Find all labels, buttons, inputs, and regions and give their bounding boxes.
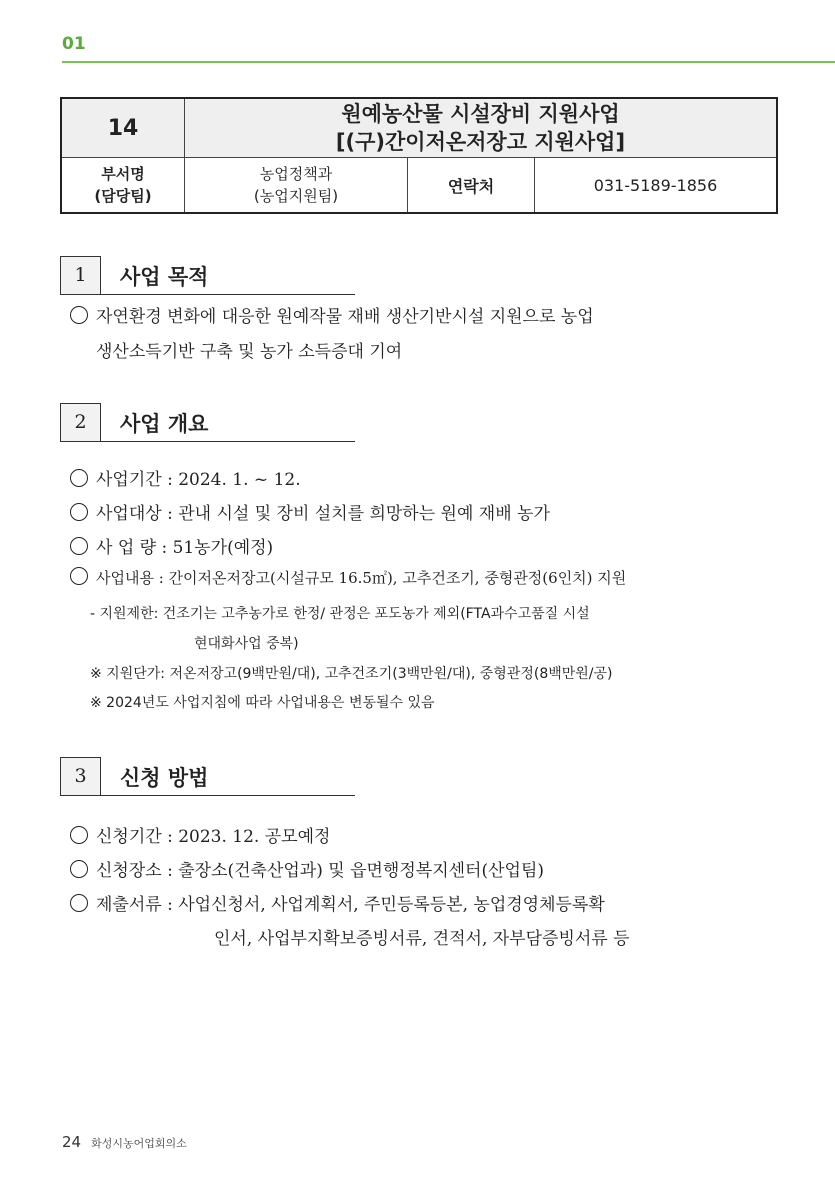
apply-period-text: 신청기간 : 2023. 12. 공모예정 <box>96 827 331 847</box>
project-title-line2: [(구)간이저온저장고 지원사업] <box>335 130 626 154</box>
overview-period-text: 사업기간 : 2024. 1. ~ 12. <box>96 470 301 490</box>
overview-quantity <box>70 533 273 558</box>
overview-quantity-text: 사 업 량 : 51농가(예정) <box>96 538 274 558</box>
dept-label <box>61 158 185 214</box>
project-info-table <box>60 97 778 214</box>
contact-label: 연락처 <box>408 158 535 214</box>
purpose-line2: 생산소득기반 구축 및 농가 소득증대 기여 <box>96 342 403 362</box>
circle-bullet-icon <box>70 894 88 912</box>
dept-name: 농업정책과 <box>259 165 333 183</box>
section-2-number: 2 <box>60 403 101 442</box>
circle-bullet-icon <box>70 306 88 324</box>
project-title <box>185 98 778 158</box>
section-2-underline <box>99 441 355 442</box>
overview-content <box>70 567 626 588</box>
apply-docs-line1: 제출서류 : 사업신청서, 사업계획서, 주민등록등본, 농업경영체등록확 <box>96 895 605 915</box>
overview-target-text: 사업대상 : 관내 시설 및 장비 설치를 희망하는 원예 재배 농가 <box>96 504 550 524</box>
section-1-number: 1 <box>60 256 101 295</box>
apply-place-text: 신청장소 : 출장소(건축산업과) 및 읍면행정복지센터(산업팀) <box>96 861 544 881</box>
support-price-note: ※ 지원단가: 저온저장고(9백만원/대), 고추건조기(3백만원/대), 중형관정(8백만원/공) <box>90 666 613 682</box>
support-limit-line1: - 지원제한: 건조기는 고추농가로 한정/ 관정은 포도농가 제외(FTA과수고품질 시설 <box>90 606 590 622</box>
circle-bullet-icon <box>70 469 88 487</box>
dept-team: (농업지원팀) <box>253 187 339 205</box>
section-3-underline <box>99 795 355 796</box>
guideline-note: ※ 2024년도 사업지침에 따라 사업내용은 변동될수 있음 <box>90 695 435 711</box>
apply-docs-line2: 인서, 사업부지확보증빙서류, 견적서, 자부담증빙서류 등 <box>214 929 630 949</box>
section-1-underline <box>99 294 355 295</box>
support-limit-line2: 현대화사업 중복) <box>194 636 299 652</box>
dept-label-line1: 부서명 <box>101 165 145 183</box>
project-number: 14 <box>61 98 185 158</box>
circle-bullet-icon <box>70 567 88 585</box>
overview-content-text: 사업내용 : 간이저온저장고(시설규모 16.5㎡), 고추건조기, 중형관정(6인치) 지원 <box>96 569 627 587</box>
apply-place <box>70 856 544 881</box>
section-2-title: 사업 개요 <box>120 412 209 436</box>
overview-period <box>70 465 301 490</box>
section-3-number: 3 <box>60 757 101 796</box>
circle-bullet-icon <box>70 537 88 555</box>
apply-docs <box>70 890 605 915</box>
project-title-line1: 원예농산물 시설장비 지원사업 <box>341 102 620 126</box>
purpose-item <box>70 302 594 327</box>
circle-bullet-icon <box>70 503 88 521</box>
apply-period <box>70 822 330 847</box>
page-number: 24 <box>62 1133 82 1151</box>
circle-bullet-icon <box>70 826 88 844</box>
footer-organization: 화성시농어업회의소 <box>91 1137 187 1150</box>
section-1-title: 사업 목적 <box>120 265 209 289</box>
contact-phone: 031-5189-1856 <box>535 158 778 214</box>
section-3-title: 신청 방법 <box>120 766 209 790</box>
page-footer <box>62 1132 187 1151</box>
overview-target <box>70 499 550 524</box>
dept-value <box>185 158 408 214</box>
purpose-line1: 자연환경 변화에 대응한 원예작물 재배 생산기반시설 지원으로 농업 <box>96 307 594 327</box>
dept-label-line2: (담당팀) <box>94 187 152 205</box>
chapter-number: 01 <box>62 34 86 54</box>
chapter-divider <box>62 61 835 63</box>
circle-bullet-icon <box>70 860 88 878</box>
